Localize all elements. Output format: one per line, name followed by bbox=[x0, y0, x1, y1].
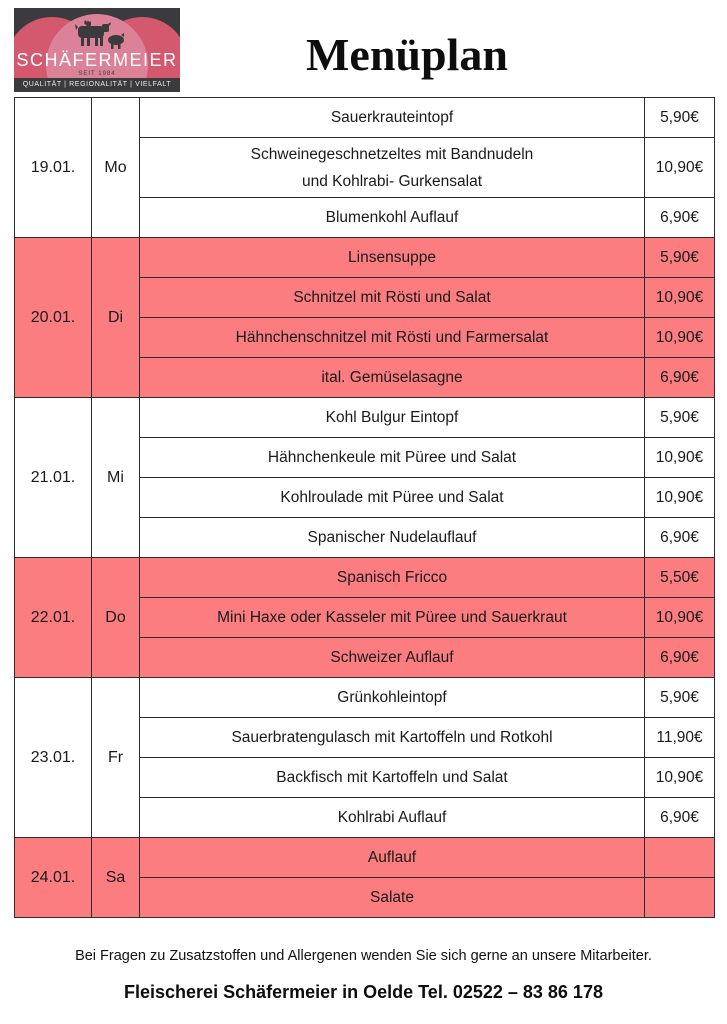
brand-established: SEIT 1984 bbox=[78, 71, 116, 77]
day-cell: Mi bbox=[92, 398, 140, 558]
dish-cell: Schweizer Auflauf bbox=[140, 638, 645, 678]
price-cell: 10,90€ bbox=[645, 138, 715, 198]
dish-cell: Backfisch mit Kartoffeln und Salat bbox=[140, 758, 645, 798]
brand-tagline: QUALITÄT | REGIONALITÄT | VIELFALT bbox=[14, 78, 180, 92]
price-cell: 10,90€ bbox=[645, 438, 715, 478]
price-cell: 5,50€ bbox=[645, 558, 715, 598]
dish-cell: Salate bbox=[140, 878, 645, 918]
dish-cell: Mini Haxe oder Kasseler mit Püree und Sauerkraut bbox=[140, 598, 645, 638]
date-cell: 24.01. bbox=[15, 838, 92, 918]
menu-row bbox=[15, 558, 715, 598]
date-cell: 20.01. bbox=[15, 238, 92, 398]
dish-cell: Spanisch Fricco bbox=[140, 558, 645, 598]
dish-cell: ital. Gemüselasagne bbox=[140, 358, 645, 398]
price-cell: 10,90€ bbox=[645, 598, 715, 638]
price-cell: 5,90€ bbox=[645, 398, 715, 438]
page-title: Menüplan bbox=[306, 29, 508, 80]
day-cell: Fr bbox=[92, 678, 140, 838]
allergen-note: Bei Fragen zu Zusatzstoffen und Allergenen wenden Sie sich gerne an unsere Mitarbeiter. bbox=[75, 948, 652, 964]
price-cell: 10,90€ bbox=[645, 758, 715, 798]
dish-cell: Schnitzel mit Rösti und Salat bbox=[140, 278, 645, 318]
dish-line-1: Schweinegeschnetzeltes mit Bandnudeln bbox=[250, 145, 534, 163]
day-cell: Di bbox=[92, 238, 140, 398]
dish-cell: Auflauf bbox=[140, 838, 645, 878]
price-cell: 6,90€ bbox=[645, 798, 715, 838]
price-cell: 10,90€ bbox=[645, 478, 715, 518]
day-cell: Mo bbox=[92, 98, 140, 238]
dish-cell: Sauerkrauteintopf bbox=[140, 98, 645, 138]
price-cell: 10,90€ bbox=[645, 278, 715, 318]
price-cell: 6,90€ bbox=[645, 358, 715, 398]
price-cell: 6,90€ bbox=[645, 198, 715, 238]
menu-row bbox=[15, 838, 715, 878]
date-cell: 23.01. bbox=[15, 678, 92, 838]
date-cell: 21.01. bbox=[15, 398, 92, 558]
price-cell: 6,90€ bbox=[645, 518, 715, 558]
menu-row bbox=[15, 98, 715, 138]
price-cell: 5,90€ bbox=[645, 238, 715, 278]
dish-cell bbox=[140, 138, 645, 198]
menu-row bbox=[15, 678, 715, 718]
price-cell bbox=[645, 878, 715, 918]
price-cell: 5,90€ bbox=[645, 98, 715, 138]
dish-cell: Linsensuppe bbox=[140, 238, 645, 278]
day-cell: Do bbox=[92, 558, 140, 678]
brand-name: SCHÄFERMEIER bbox=[16, 50, 178, 70]
price-cell: 11,90€ bbox=[645, 718, 715, 758]
menu-table bbox=[14, 97, 715, 918]
dish-cell: Hähnchenkeule mit Püree und Salat bbox=[140, 438, 645, 478]
dish-cell: Kohlrabi Auflauf bbox=[140, 798, 645, 838]
dish-cell: Kohl Bulgur Eintopf bbox=[140, 398, 645, 438]
date-cell: 19.01. bbox=[15, 98, 92, 238]
menu-row bbox=[15, 398, 715, 438]
dish-cell: Kohlroulade mit Püree und Salat bbox=[140, 478, 645, 518]
price-cell: 6,90€ bbox=[645, 638, 715, 678]
dish-cell: Grünkohleintopf bbox=[140, 678, 645, 718]
price-cell bbox=[645, 838, 715, 878]
dish-cell: Blumenkohl Auflauf bbox=[140, 198, 645, 238]
menu-row bbox=[15, 238, 715, 278]
dish-cell: Sauerbratengulasch mit Kartoffeln und Rotkohl bbox=[140, 718, 645, 758]
dish-line-2: und Kohlrabi- Gurkensalat bbox=[301, 172, 483, 190]
dish-cell: Hähnchenschnitzel mit Rösti und Farmersalat bbox=[140, 318, 645, 358]
contact-line: Fleischerei Schäfermeier in Oelde Tel. 02522 – 83 86 178 bbox=[124, 982, 603, 1002]
dish-cell: Spanischer Nudelauflauf bbox=[140, 518, 645, 558]
price-cell: 10,90€ bbox=[645, 318, 715, 358]
price-cell: 5,90€ bbox=[645, 678, 715, 718]
date-cell: 22.01. bbox=[15, 558, 92, 678]
day-cell: Sa bbox=[92, 838, 140, 918]
